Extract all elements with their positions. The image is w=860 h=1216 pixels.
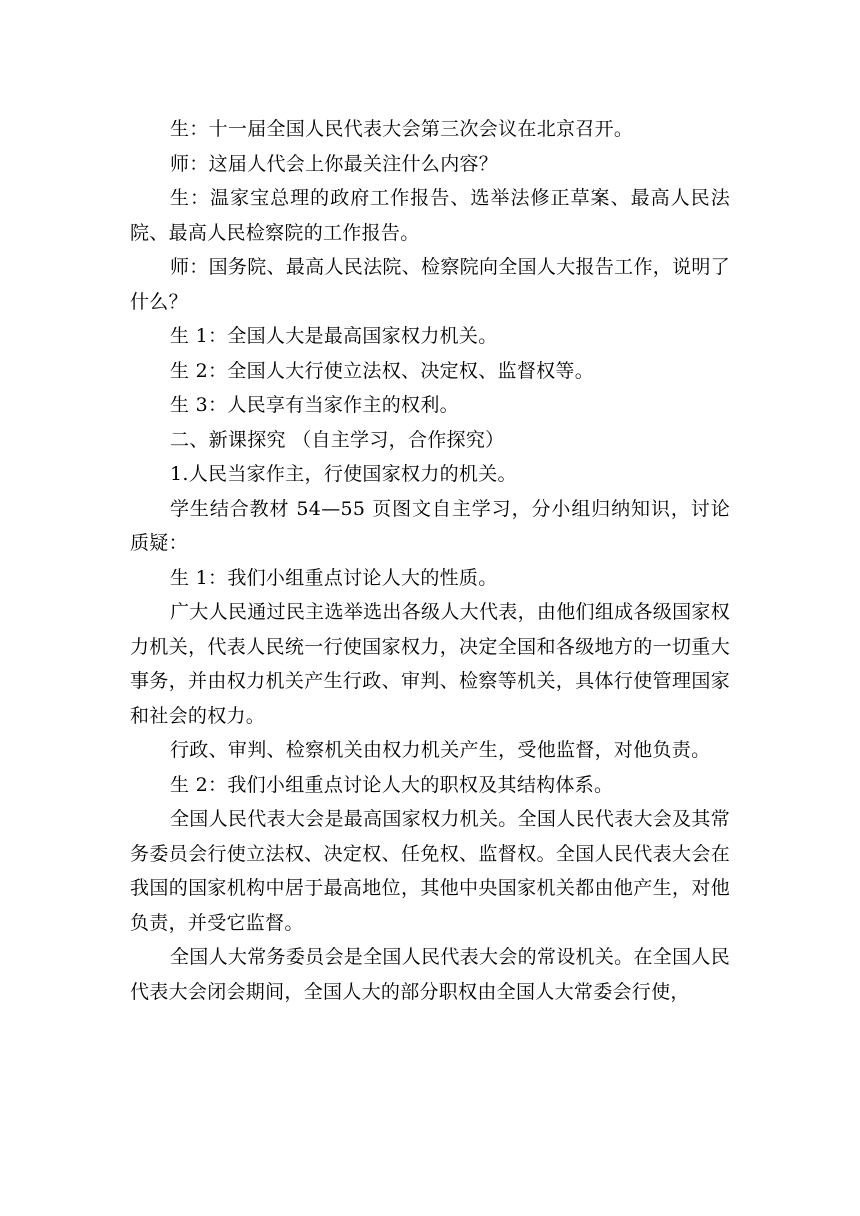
paragraph: 行政、审判、检察机关由权力机关产生，受他监督，对他负责。 (170, 739, 711, 761)
paragraph: 生 1：我们小组重点讨论人大的性质。 (170, 566, 498, 589)
paragraph: 生 2：我们小组重点讨论人大的职权及其结构体系。 (170, 773, 614, 796)
paragraph: 生：十一届全国人民代表大会第三次会议在北京召开。 (170, 118, 634, 140)
paragraph: 全国人大常务委员会是全国人民代表大会的常设机关。在全国人民代表大会闭会期间，全国人大的部分职权由全国人大常委会行使， (130, 946, 730, 1003)
section-heading: 二、新课探究 （自主学习，合作探究） (170, 428, 505, 451)
paragraph: 学生结合教材 54—55 页图文自主学习，分小组归纳知识，讨论质疑： (130, 497, 730, 554)
paragraph: 广大人民通过民主选举选出各级人大代表，由他们组成各级国家权力机关，代表人民统一行使国家权力，决定全国和各级地方的一切重大事务，并由权力机关产生行政、审判、检察等机关，具体行使管理国家和社会的权力。 (130, 601, 730, 727)
paragraph: 全国人民代表大会是最高国家权力机关。全国人民代表大会及其常务委员会行使立法权、决定权、任免权、监督权。全国人民代表大会在我国的国家机构中居于最高地位，其他中央国家机关都由他产生，对他负责，并受它监督。 (130, 808, 730, 934)
paragraph: 师：这届人代会上你最关注什么内容？ (170, 152, 499, 175)
paragraph: 生 3：人民享有当家作主的权利。 (170, 394, 459, 416)
paragraph: 生 1：全国人大是最高国家权力机关。 (170, 325, 498, 347)
paragraph: 生：温家宝总理的政府工作报告、选举法修正草案、最高人民法院、最高人民检察院的工作报告。 (130, 187, 730, 244)
paragraph: 师：国务院、最高人民法院、检察院向全国人大报告工作，说明了什么？ (130, 256, 730, 313)
subsection-heading: 1.人民当家作主，行使国家权力的机关。 (170, 463, 517, 485)
paragraph: 生 2：全国人大行使立法权、决定权、监督权等。 (170, 359, 595, 382)
document-page (130, 112, 730, 1009)
